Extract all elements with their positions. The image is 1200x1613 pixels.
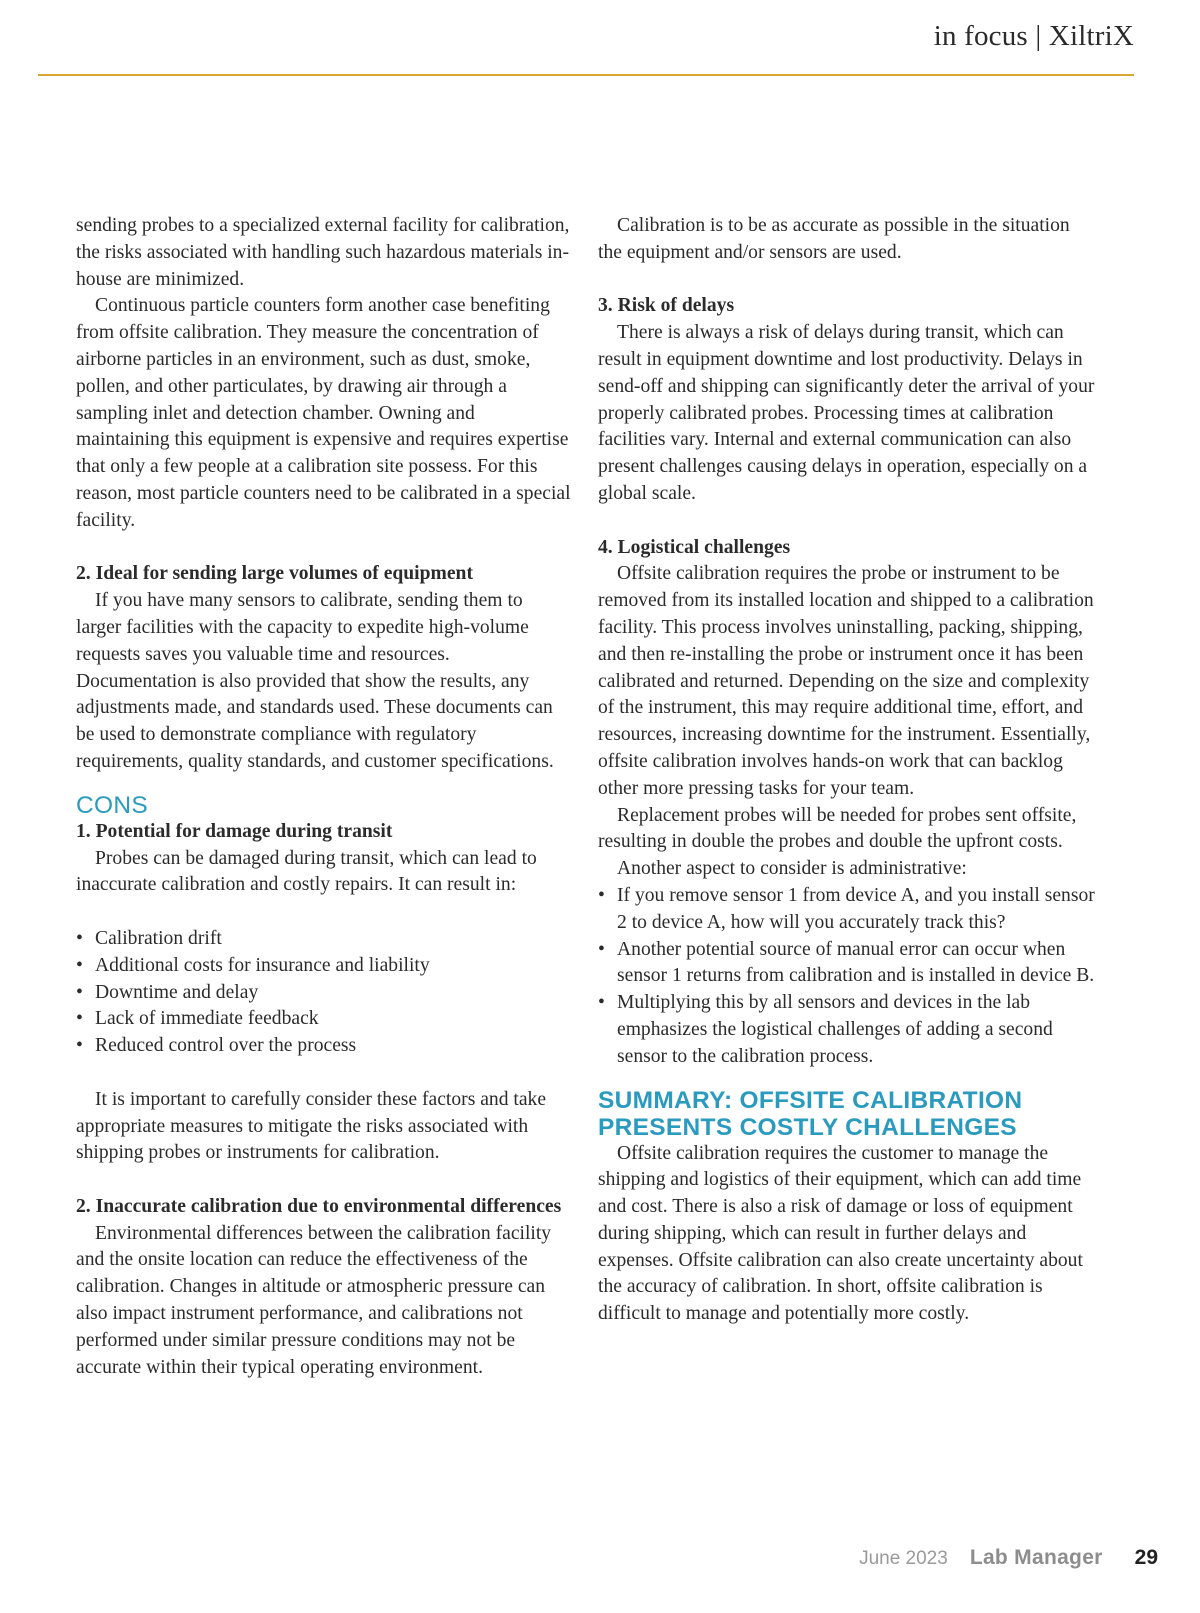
subheading: 4. Logistical challenges — [598, 536, 791, 558]
section-header: in focus | XiltriX — [933, 20, 1134, 52]
paragraph: Probes can be damaged during transit, which can lead to inaccurate calibration and costly repairs. It can result in: — [76, 847, 537, 896]
paragraph: Calibration is to be as accurate as possible in the situation the equipment and/or sensors are used. — [598, 215, 1070, 263]
list-item: • Another potential source of manual error can occur when sensor 1 returns from calibration and is installed in device B. — [598, 937, 1098, 991]
paragraph: Offsite calibration requires the customer to manage the shipping and logistics of their equipment, which can add time and cost. There is also a risk of damage or loss of equipment during shipping, which can result in further delays and expenses. Offsite calibration can also create uncertainty about the accuracy of calibration. In short, offsite calibration is difficult to manage and potentially more costly. — [598, 1142, 1083, 1325]
page-footer — [859, 1546, 1158, 1570]
list-item: • Calibration drift — [76, 926, 572, 953]
bullet-list — [76, 926, 572, 1060]
list-item: • If you remove sensor 1 from device A, and you install sensor 2 to device A, how will you accurately track this? — [598, 883, 1098, 937]
left-column — [76, 213, 572, 1381]
cons-heading: CONS — [76, 791, 148, 819]
list-item: • Multiplying this by all sensors and devices in the lab emphasizes the logistical challenges of adding a second sensor to the calibration process. — [598, 990, 1098, 1070]
paragraph: Replacement probes will be needed for probes sent offsite, resulting in double the probes and double the upfront costs. — [598, 804, 1077, 853]
paragraph: It is important to carefully consider these factors and take appropriate measures to mitigate the risks associated with shipping probes or instruments for calibration. — [76, 1088, 547, 1164]
subheading: 3. Risk of delays — [598, 295, 735, 317]
paragraph: Environmental differences between the calibration facility and the onsite location can reduce the effectiveness of the calibration. Changes in altitude or atmospheric pressure can also impact instrument performance, and calibrations not performed under similar pressure conditions may not be accurate within their typical operating environment. — [76, 1222, 552, 1378]
list-item: • Reduced control over the process — [76, 1033, 572, 1060]
page-number: 29 — [1134, 1546, 1158, 1569]
subheading: 2. Inaccurate calibration due to environmental differences — [76, 1195, 562, 1217]
paragraph: There is always a risk of delays during transit, which can result in equipment downtime and lost productivity. Delays in send-off and shipping can significantly deter the arrival of your properly calibrated probes. Processing times at calibration facilities vary. Internal and external communication can also present challenges causing delays in operation, especially on a global scale. — [598, 322, 1095, 504]
paragraph: sending probes to a specialized external facility for calibration, the risks associated with handling such hazardous materials in-house are minimized. — [76, 215, 570, 290]
header-rule — [38, 74, 1134, 76]
summary-heading: SUMMARY: OFFSITE CALIBRATION PRESENTS COSTLY CHALLENGES — [598, 1086, 1023, 1141]
list-item: • Additional costs for insurance and liability — [76, 953, 572, 980]
list-item: • Lack of immediate feedback — [76, 1006, 572, 1033]
subheading: 2. Ideal for sending large volumes of equipment — [76, 563, 473, 585]
bullet-list — [598, 883, 1098, 1071]
issue-date: June 2023 — [859, 1548, 948, 1569]
magazine-name: Lab Manager — [969, 1546, 1103, 1569]
paragraph: If you have many sensors to calibrate, sending them to larger facilities with the capacity to expedite high-volume requests saves you valuable time and resources. Documentation is also provided that show the results, any adjustments made, and standards used. These documents can be used to demonstrate compliance with regulatory requirements, quality standards, and customer specifications. — [76, 590, 554, 772]
paragraph: Continuous particle counters form another case benefiting from offsite calibration. They measure the concentration of airborne particles in an environment, such as dust, smoke, pollen, and other particulates, by drawing air through a sampling inlet and detection chamber. Owning and maintaining this equipment is expensive and requires expertise that only a few people at a calibration site possess. For this reason, most particle counters need to be calibrated in a special facility. — [76, 295, 571, 531]
right-column — [598, 213, 1098, 1328]
list-item: • Downtime and delay — [76, 980, 572, 1007]
paragraph: Another aspect to consider is administrative: — [617, 858, 967, 880]
subheading: 1. Potential for damage during transit — [76, 820, 393, 842]
paragraph: Offsite calibration requires the probe or instrument to be removed from its installed location and shipped to a calibration facility. This process involves uninstalling, packing, shipping, and then re-installing the probe or instrument once it has been calibrated and returned. Depending on the size and complexity of the instrument, this may require additional time, effort, and resources, increasing downtime for the instrument. Essentially, offsite calibration involves hands-on work that can backlog other more pressing tasks for your team. — [598, 563, 1094, 799]
